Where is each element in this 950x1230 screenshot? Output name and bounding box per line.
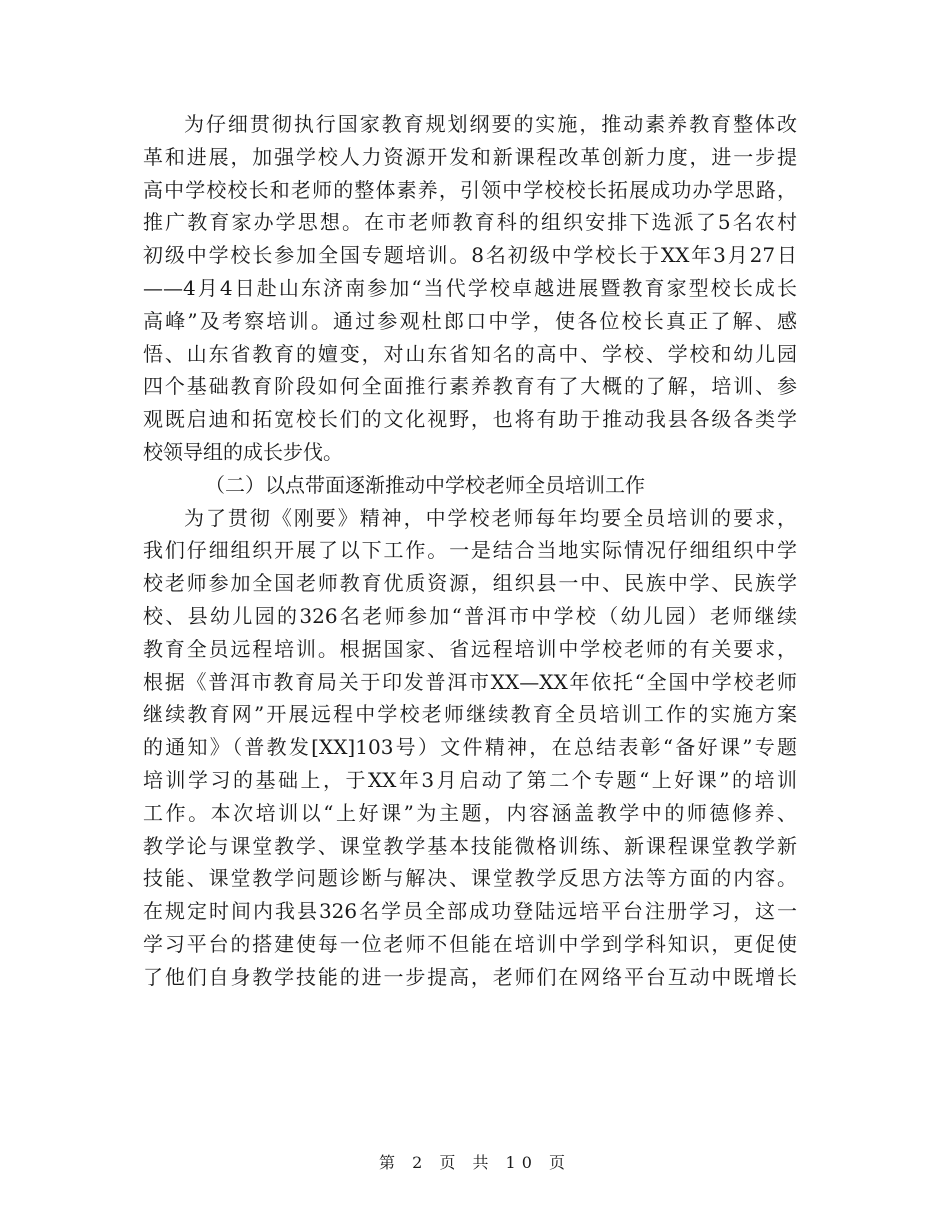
paragraph-3-line-15: 了他们自身教学技能的进一步提高，老师们在网络平台互动中既增长 bbox=[143, 964, 797, 989]
paragraph-1-line-7: 高峰”及考察培训。通过参观杜郎口中学，使各位校长真正了解、感 bbox=[143, 308, 797, 333]
paragraph-3-line-14: 学习平台的搭建使每一位老师不但能在培训中学到学科知识，更促使 bbox=[143, 931, 797, 956]
paragraph-1-line-5: 初级中学校长参加全国专题培训。8名初级中学校长于XX年3月27日 bbox=[143, 243, 797, 268]
paragraph-1-line-2: 革和进展，加强学校人力资源开发和新课程改革创新力度，进一步提 bbox=[143, 144, 797, 169]
paragraph-1-line-11: 校领导组的成长步伐。 bbox=[143, 439, 343, 464]
section-heading: （二）以点带面逐渐推动中学校老师全员培训工作 bbox=[205, 472, 645, 497]
paragraph-3-line-13: 在规定时间内我县326名学员全部成功登陆远培平台注册学习，这一 bbox=[143, 899, 797, 924]
paragraph-3-line-10: 工作。本次培训以“上好课”为主题，内容涵盖教学中的师德修养、 bbox=[143, 800, 797, 825]
paragraph-1-line-4: 推广教育家办学思想。在市老师教育科的组织安排下选派了5名农村 bbox=[143, 210, 797, 235]
paragraph-3-line-7: 继续教育网”开展远程中学校老师继续教育全员培训工作的实施方案 bbox=[143, 702, 797, 727]
paragraph-3-line-8: 的通知》（普教发[XX]103号）文件精神，在总结表彰“备好课”专题 bbox=[143, 735, 797, 760]
paragraph-3-line-11: 教学论与课堂教学、课堂教学基本技能微格训练、新课程课堂教学新 bbox=[143, 833, 797, 858]
paragraph-1-line-1: 为仔细贯彻执行国家教育规划纲要的实施，推动素养教育整体改 bbox=[184, 112, 797, 136]
page-number-footer: 第 2 页 共 10 页 bbox=[379, 1153, 571, 1172]
document-body bbox=[143, 108, 797, 994]
paragraph-3-line-9: 培训学习的基础上，于XX年3月启动了第二个专题“上好课”的培训 bbox=[143, 767, 797, 792]
paragraph-3-line-2: 我们仔细组织开展了以下工作。一是结合当地实际情况仔细组织中学 bbox=[143, 538, 797, 563]
paragraph-1-line-10: 观既启迪和拓宽校长们的文化视野，也将有助于推动我县各级各类学 bbox=[143, 407, 797, 432]
paragraph-1-line-8: 悟、山东省教育的嬗变，对山东省知名的高中、学校、学校和幼儿园 bbox=[143, 341, 797, 366]
paragraph-1-line-3: 高中学校校长和老师的整体素养，引领中学校校长拓展成功办学思路， bbox=[143, 177, 797, 202]
paragraph-3-line-6: 根据《普洱市教育局关于印发普洱市XX—XX年依托“全国中学校老师 bbox=[143, 669, 797, 694]
paragraph-3-line-12: 技能、课堂教学问题诊断与解决、课堂教学反思方法等方面的内容。 bbox=[143, 866, 797, 891]
paragraph-1-line-6: ——4月4日赴山东济南参加“当代学校卓越进展暨教育家型校长成长 bbox=[143, 275, 797, 300]
paragraph-3-line-3: 校老师参加全国老师教育优质资源，组织县一中、民族中学、民族学 bbox=[143, 571, 797, 596]
paragraph-3-line-4: 校、县幼儿园的326名老师参加“普洱市中学校（幼儿园）老师继续 bbox=[143, 603, 797, 628]
paragraph-1-line-9: 四个基础教育阶段如何全面推行素养教育有了大概的了解，培训、参 bbox=[143, 374, 797, 399]
paragraph-3-line-5: 教育全员远程培训。根据国家、省远程培训中学校老师的有关要求， bbox=[143, 636, 797, 661]
paragraph-3-line-1: 为了贯彻《刚要》精神，中学校老师每年均要全员培训的要求， bbox=[184, 505, 797, 530]
